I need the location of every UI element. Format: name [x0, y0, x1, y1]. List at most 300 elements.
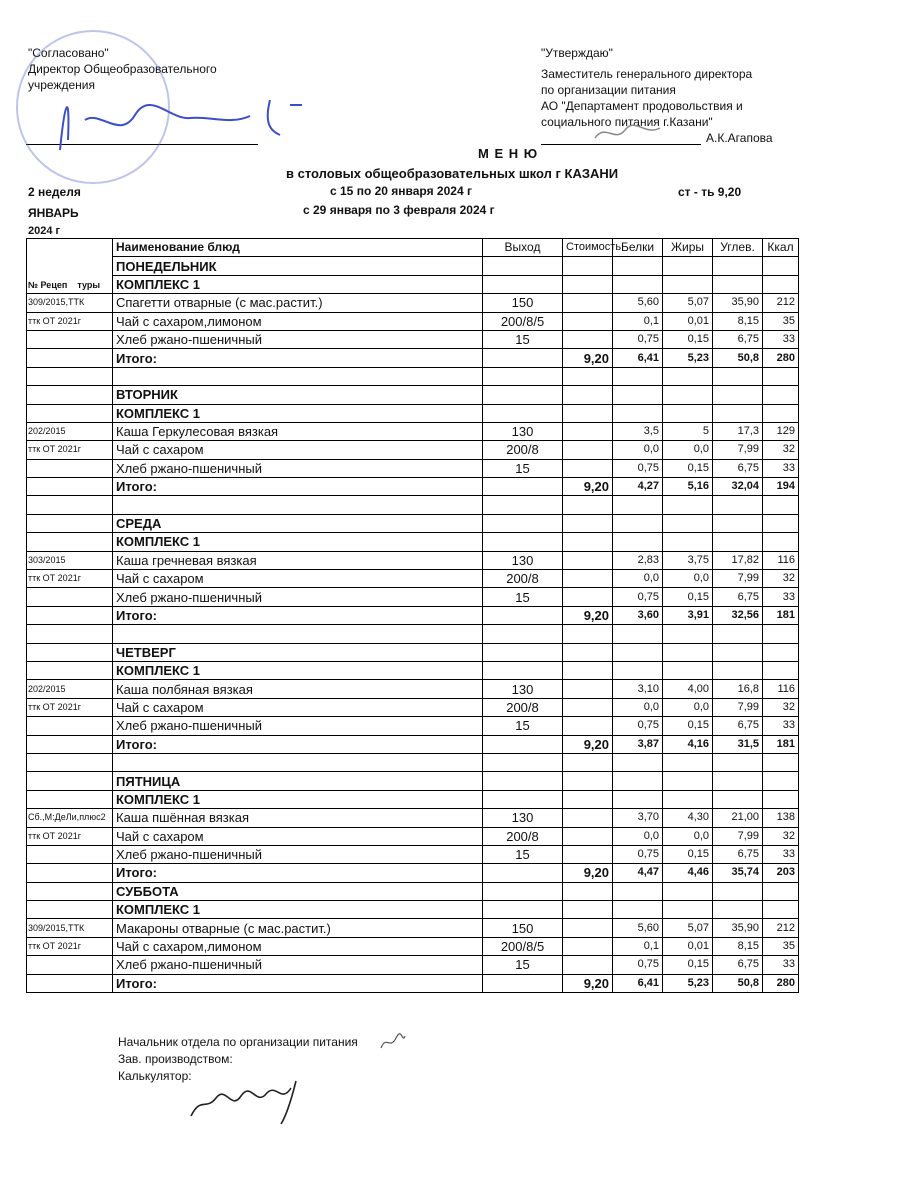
cell-kcal: 33	[763, 717, 799, 735]
cell-dish-name: Хлеб ржано-пшеничный	[113, 956, 483, 974]
cell-carbs	[713, 533, 763, 551]
cell-carbs	[713, 901, 763, 919]
cell-output: 150	[483, 294, 563, 312]
cell-protein: 0,75	[613, 459, 663, 477]
cell-dish-name	[113, 496, 483, 514]
cell-recipe	[27, 625, 113, 643]
cell-carbs: 8,15	[713, 937, 763, 955]
table-row	[27, 643, 799, 661]
cell-fat: 0,15	[663, 845, 713, 863]
table-row	[27, 570, 799, 588]
table-row	[27, 459, 799, 477]
cell-carbs: 6,75	[713, 845, 763, 863]
table-row	[27, 496, 799, 514]
cell-dish-name	[113, 625, 483, 643]
table-row	[27, 753, 799, 771]
cell-recipe	[27, 956, 113, 974]
cell-output	[483, 478, 563, 496]
cell-kcal	[763, 882, 799, 900]
cell-protein	[613, 533, 663, 551]
header-name: Наименование блюд	[113, 239, 483, 257]
cell-recipe	[27, 404, 113, 422]
cell-recipe	[27, 496, 113, 514]
cell-fat: 0,0	[663, 441, 713, 459]
cell-protein: 0,0	[613, 827, 663, 845]
cell-output: 130	[483, 680, 563, 698]
cell-protein	[613, 661, 663, 679]
cell-cost	[563, 422, 613, 440]
table-row	[27, 772, 799, 790]
cell-kcal: 212	[763, 919, 799, 937]
cell-dish-name: Чай с сахаром	[113, 827, 483, 845]
cell-output: 200/8	[483, 827, 563, 845]
cell-output	[483, 735, 563, 753]
cell-carbs: 17,82	[713, 551, 763, 569]
cell-kcal: 203	[763, 864, 799, 882]
approval-left-position: Директор Общеобразовательного	[28, 62, 217, 76]
cell-kcal: 32	[763, 441, 799, 459]
year-label: 2024 г	[28, 225, 61, 237]
cell-fat	[663, 643, 713, 661]
cell-dish-name: ПЯТНИЦА	[113, 772, 483, 790]
table-row	[27, 275, 799, 293]
cell-cost	[563, 845, 613, 863]
cell-fat: 4,46	[663, 864, 713, 882]
cell-cost	[563, 551, 613, 569]
cell-protein: 4,27	[613, 478, 663, 496]
cell-dish-name: ПОНЕДЕЛЬНИК	[113, 257, 483, 275]
cell-carbs	[713, 514, 763, 532]
approver-name: А.К.Агапова	[706, 131, 773, 145]
cell-cost	[563, 919, 613, 937]
cell-cost: 9,20	[563, 974, 613, 992]
cell-output	[483, 643, 563, 661]
cell-recipe: ттк ОТ 2021г	[27, 312, 113, 330]
header-carbs: Углев.	[713, 239, 763, 257]
cell-fat: 5	[663, 422, 713, 440]
table-row	[27, 294, 799, 312]
cell-protein	[613, 772, 663, 790]
table-row	[27, 680, 799, 698]
header-recipe-text: № Рецеп	[28, 280, 68, 291]
cell-cost	[563, 294, 613, 312]
cell-carbs: 7,99	[713, 698, 763, 716]
table-row	[27, 386, 799, 404]
table-row	[27, 827, 799, 845]
cell-kcal: 35	[763, 937, 799, 955]
table-row	[27, 588, 799, 606]
cell-cost	[563, 717, 613, 735]
cell-cost	[563, 404, 613, 422]
cell-carbs: 35,90	[713, 919, 763, 937]
cell-output	[483, 772, 563, 790]
cell-kcal	[763, 367, 799, 385]
cell-fat	[663, 625, 713, 643]
cell-output	[483, 864, 563, 882]
cell-recipe	[27, 386, 113, 404]
approver-signature-icon	[590, 118, 670, 148]
table-row	[27, 478, 799, 496]
calculator-signature-icon	[186, 1076, 316, 1126]
cell-output	[483, 386, 563, 404]
cell-dish-name: КОМПЛЕКС 1	[113, 275, 483, 293]
header-kcal: Ккал	[763, 239, 799, 257]
price-note: ст - ть 9,20	[678, 185, 742, 199]
cell-output: 15	[483, 588, 563, 606]
cell-carbs	[713, 496, 763, 514]
cell-kcal: 280	[763, 974, 799, 992]
cell-recipe	[27, 974, 113, 992]
cell-protein	[613, 496, 663, 514]
cell-fat	[663, 661, 713, 679]
footer-calculator: Калькулятор:	[118, 1069, 192, 1083]
cell-dish-name: Каша пшённая вязкая	[113, 809, 483, 827]
cell-fat	[663, 386, 713, 404]
cell-dish-name: Итого:	[113, 349, 483, 367]
table-row	[27, 661, 799, 679]
cell-kcal: 33	[763, 330, 799, 348]
cell-kcal: 181	[763, 606, 799, 624]
cell-kcal: 212	[763, 294, 799, 312]
cell-dish-name: Чай с сахаром	[113, 698, 483, 716]
cell-output: 15	[483, 459, 563, 477]
cell-protein: 6,41	[613, 974, 663, 992]
cell-protein	[613, 386, 663, 404]
cell-recipe	[27, 864, 113, 882]
table-row	[27, 349, 799, 367]
cell-kcal: 129	[763, 422, 799, 440]
cell-cost	[563, 901, 613, 919]
footer-signature-small-icon	[378, 1030, 408, 1052]
cell-cost	[563, 956, 613, 974]
cell-fat: 0,15	[663, 717, 713, 735]
cell-carbs: 50,8	[713, 974, 763, 992]
cell-fat	[663, 514, 713, 532]
cell-carbs: 7,99	[713, 441, 763, 459]
cell-dish-name: Итого:	[113, 606, 483, 624]
cell-kcal	[763, 772, 799, 790]
cell-fat	[663, 901, 713, 919]
cell-protein: 3,10	[613, 680, 663, 698]
cell-protein	[613, 367, 663, 385]
approval-right-position: Заместитель генерального директора	[541, 67, 753, 81]
table-row	[27, 257, 799, 275]
table-row	[27, 367, 799, 385]
header-fat: Жиры	[663, 239, 713, 257]
table-row	[27, 625, 799, 643]
cell-carbs: 7,99	[713, 570, 763, 588]
cell-dish-name: Итого:	[113, 974, 483, 992]
cell-protein: 0,75	[613, 330, 663, 348]
cell-protein: 0,1	[613, 937, 663, 955]
table-header-row	[27, 239, 799, 257]
cell-kcal	[763, 257, 799, 275]
cell-output: 130	[483, 551, 563, 569]
header-recipe	[27, 239, 113, 294]
cell-cost	[563, 680, 613, 698]
cell-carbs: 35,74	[713, 864, 763, 882]
cell-fat: 4,00	[663, 680, 713, 698]
cell-carbs	[713, 625, 763, 643]
approval-left-title: "Согласовано"	[28, 46, 109, 60]
cell-protein	[613, 753, 663, 771]
cell-dish-name: Чай с сахаром	[113, 441, 483, 459]
approval-right-org2: социального питания г.Казани"	[541, 115, 713, 129]
menu-table	[26, 238, 799, 993]
cell-fat: 0,01	[663, 312, 713, 330]
cell-dish-name: Хлеб ржано-пшеничный	[113, 845, 483, 863]
cell-cost	[563, 809, 613, 827]
cell-kcal	[763, 404, 799, 422]
cell-kcal	[763, 661, 799, 679]
cell-output: 130	[483, 422, 563, 440]
cell-cost	[563, 330, 613, 348]
cell-kcal: 116	[763, 551, 799, 569]
cell-kcal: 116	[763, 680, 799, 698]
cell-recipe	[27, 772, 113, 790]
cell-cost: 9,20	[563, 606, 613, 624]
cell-carbs: 50,8	[713, 349, 763, 367]
cell-dish-name	[113, 367, 483, 385]
cell-recipe	[27, 661, 113, 679]
cell-carbs	[713, 643, 763, 661]
cell-carbs	[713, 772, 763, 790]
cell-recipe: ттк ОТ 2021г	[27, 937, 113, 955]
cell-carbs	[713, 367, 763, 385]
cell-protein	[613, 404, 663, 422]
cell-protein	[613, 790, 663, 808]
cell-cost	[563, 367, 613, 385]
cell-cost	[563, 514, 613, 532]
cell-kcal	[763, 643, 799, 661]
cell-carbs: 21,00	[713, 809, 763, 827]
cell-output: 15	[483, 717, 563, 735]
cell-fat: 4,16	[663, 735, 713, 753]
cell-carbs: 16,8	[713, 680, 763, 698]
cell-protein: 2,83	[613, 551, 663, 569]
table-row	[27, 606, 799, 624]
cell-recipe	[27, 717, 113, 735]
cell-cost	[563, 459, 613, 477]
table-row	[27, 404, 799, 422]
cell-protein: 5,60	[613, 294, 663, 312]
cell-fat: 3,75	[663, 551, 713, 569]
cell-dish-name: Итого:	[113, 864, 483, 882]
cell-protein: 0,75	[613, 717, 663, 735]
cell-dish-name: ВТОРНИК	[113, 386, 483, 404]
table-row	[27, 809, 799, 827]
cell-fat: 0,15	[663, 956, 713, 974]
cell-kcal: 138	[763, 809, 799, 827]
cell-kcal	[763, 753, 799, 771]
cell-output	[483, 404, 563, 422]
table-row	[27, 901, 799, 919]
cell-cost	[563, 772, 613, 790]
cell-dish-name: Макароны отварные (с мас.растит.)	[113, 919, 483, 937]
cell-recipe: ттк ОТ 2021г	[27, 827, 113, 845]
cell-dish-name: СУББОТА	[113, 882, 483, 900]
cell-cost	[563, 661, 613, 679]
cell-protein	[613, 643, 663, 661]
cell-recipe: 202/2015	[27, 680, 113, 698]
cell-cost	[563, 643, 613, 661]
cell-recipe	[27, 349, 113, 367]
cell-recipe	[27, 514, 113, 532]
cell-dish-name: Хлеб ржано-пшеничный	[113, 330, 483, 348]
table-row	[27, 864, 799, 882]
cell-dish-name: Спагетти отварные (с мас.растит.)	[113, 294, 483, 312]
cell-fat: 0,0	[663, 827, 713, 845]
table-row	[27, 845, 799, 863]
cell-kcal	[763, 275, 799, 293]
table-row	[27, 551, 799, 569]
cell-output	[483, 974, 563, 992]
cell-cost	[563, 790, 613, 808]
cell-dish-name: КОМПЛЕКС 1	[113, 901, 483, 919]
cell-cost	[563, 257, 613, 275]
cell-cost	[563, 827, 613, 845]
cell-output: 200/8	[483, 441, 563, 459]
cell-protein	[613, 901, 663, 919]
cell-cost	[563, 698, 613, 716]
cell-output	[483, 882, 563, 900]
cell-output	[483, 275, 563, 293]
cell-output	[483, 901, 563, 919]
date-range-2: с 29 января по 3 февраля 2024 г	[303, 203, 495, 217]
cell-recipe: 309/2015,ТТК	[27, 294, 113, 312]
cell-fat: 3,91	[663, 606, 713, 624]
cell-fat: 5,16	[663, 478, 713, 496]
cell-fat: 5,23	[663, 349, 713, 367]
table-row	[27, 441, 799, 459]
cell-dish-name: Каша гречневая вязкая	[113, 551, 483, 569]
cell-dish-name: Итого:	[113, 478, 483, 496]
cell-dish-name: Хлеб ржано-пшеничный	[113, 459, 483, 477]
table-row	[27, 312, 799, 330]
cell-kcal	[763, 514, 799, 532]
cell-protein: 3,87	[613, 735, 663, 753]
cell-cost	[563, 625, 613, 643]
cell-dish-name: Итого:	[113, 735, 483, 753]
cell-cost	[563, 496, 613, 514]
table-row	[27, 956, 799, 974]
cell-kcal	[763, 496, 799, 514]
cell-output	[483, 625, 563, 643]
table-row	[27, 422, 799, 440]
approval-left-org: учреждения	[28, 78, 95, 92]
cell-fat: 0,0	[663, 698, 713, 716]
cell-kcal	[763, 386, 799, 404]
cell-carbs: 8,15	[713, 312, 763, 330]
cell-protein: 3,5	[613, 422, 663, 440]
week-label: 2 неделя	[28, 185, 81, 199]
cell-protein: 0,0	[613, 570, 663, 588]
cell-recipe	[27, 845, 113, 863]
cell-recipe	[27, 882, 113, 900]
cell-output: 200/8/5	[483, 312, 563, 330]
cell-kcal	[763, 533, 799, 551]
cell-fat	[663, 533, 713, 551]
cell-recipe: 309/2015,ТТК	[27, 919, 113, 937]
menu-subtitle: в столовых общеобразовательных школ г КАЗАНИ	[286, 166, 619, 181]
cell-kcal: 33	[763, 956, 799, 974]
cell-kcal: 181	[763, 735, 799, 753]
cell-carbs: 35,90	[713, 294, 763, 312]
cell-kcal: 280	[763, 349, 799, 367]
date-range-1: с 15 по 20 января 2024 г	[330, 184, 472, 198]
cell-carbs: 6,75	[713, 956, 763, 974]
cell-cost	[563, 588, 613, 606]
cell-kcal: 33	[763, 588, 799, 606]
cell-protein	[613, 625, 663, 643]
cell-recipe	[27, 367, 113, 385]
cell-output	[483, 790, 563, 808]
cell-output	[483, 753, 563, 771]
cell-kcal	[763, 790, 799, 808]
cell-dish-name: Чай с сахаром	[113, 570, 483, 588]
cell-recipe	[27, 478, 113, 496]
cell-fat: 5,07	[663, 919, 713, 937]
cell-cost	[563, 441, 613, 459]
cell-kcal	[763, 901, 799, 919]
cell-recipe	[27, 901, 113, 919]
cell-recipe: ттк ОТ 2021г	[27, 698, 113, 716]
cell-recipe	[27, 735, 113, 753]
cell-output	[483, 606, 563, 624]
table-row	[27, 790, 799, 808]
table-row	[27, 735, 799, 753]
cell-protein	[613, 275, 663, 293]
cell-recipe: Сб.,М:ДеЛи,плюс2	[27, 809, 113, 827]
footer-production-manager: Зав. производством:	[118, 1052, 233, 1066]
cell-fat	[663, 404, 713, 422]
table-row	[27, 717, 799, 735]
cell-kcal: 32	[763, 698, 799, 716]
cell-protein: 0,0	[613, 441, 663, 459]
table-row	[27, 330, 799, 348]
approval-right-title: "Утверждаю"	[541, 46, 613, 60]
cell-dish-name: Чай с сахаром,лимоном	[113, 312, 483, 330]
cell-recipe: ттк ОТ 2021г	[27, 441, 113, 459]
cell-protein: 0,0	[613, 698, 663, 716]
cell-protein	[613, 257, 663, 275]
cell-recipe	[27, 459, 113, 477]
cell-dish-name: КОМПЛЕКС 1	[113, 533, 483, 551]
cell-carbs	[713, 661, 763, 679]
cell-protein: 6,41	[613, 349, 663, 367]
cell-protein: 0,75	[613, 588, 663, 606]
cell-fat	[663, 257, 713, 275]
cell-recipe	[27, 606, 113, 624]
cell-dish-name: Каша полбяная вязкая	[113, 680, 483, 698]
cell-carbs: 32,56	[713, 606, 763, 624]
cell-kcal: 32	[763, 570, 799, 588]
cell-fat	[663, 275, 713, 293]
cell-fat	[663, 772, 713, 790]
cell-carbs: 6,75	[713, 717, 763, 735]
director-signature-icon	[40, 80, 320, 170]
header-output: Выход	[483, 239, 563, 257]
cell-protein: 5,60	[613, 919, 663, 937]
cell-carbs	[713, 404, 763, 422]
cell-recipe: 303/2015	[27, 551, 113, 569]
cell-cost	[563, 570, 613, 588]
cell-dish-name: Чай с сахаром,лимоном	[113, 937, 483, 955]
table-row	[27, 882, 799, 900]
approval-right-dept: по организации питания	[541, 83, 676, 97]
cell-fat	[663, 496, 713, 514]
cell-carbs	[713, 790, 763, 808]
